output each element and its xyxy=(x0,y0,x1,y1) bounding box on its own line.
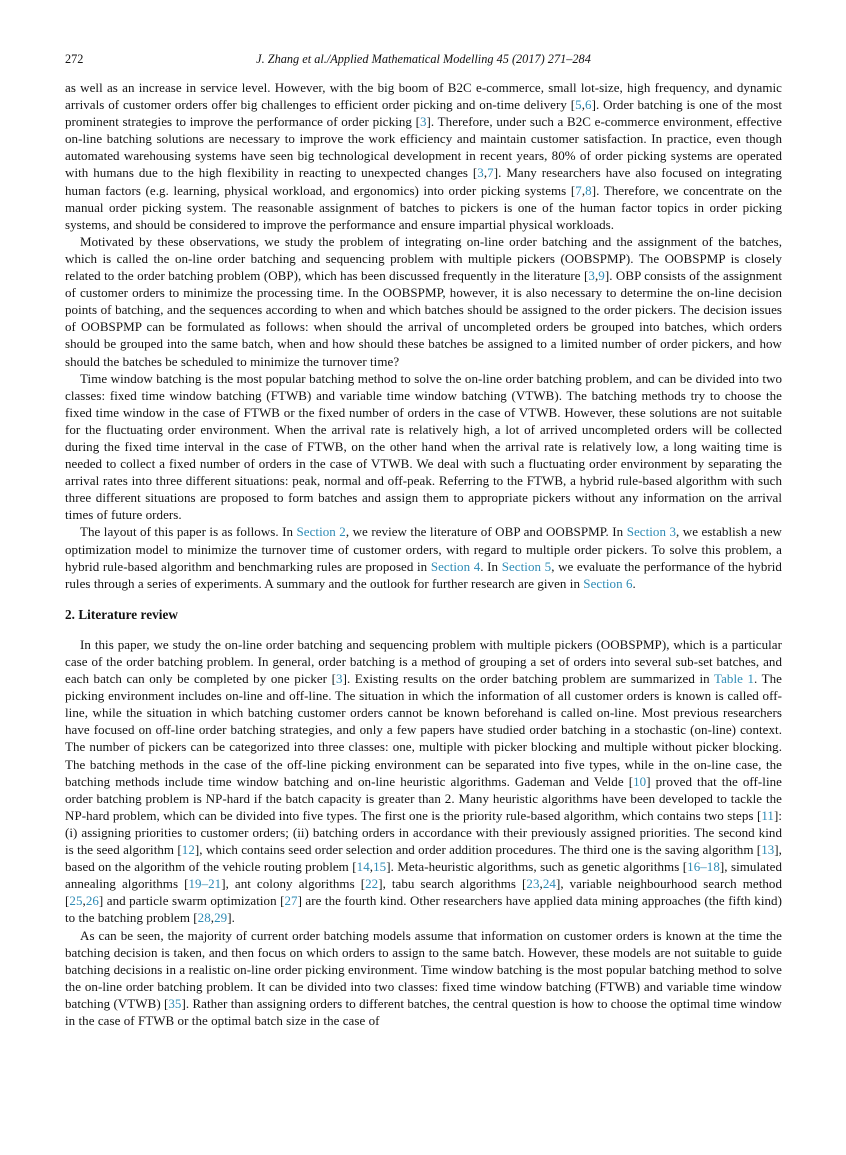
paragraph: In this paper, we study the on-line order batching and sequencing problem with multiple pickers (OOBSPMP), which is a particular case of the order batching problem. In general, order batching is a method of grouping a set of orders into several sub-set batches, and each batch can only be completed by one picker [3]. Existing results on the order batching problem are summarized in Table 1. The picking environment includes on-line and off-line. The situation in which the information of all customer orders is known is called off-line, while the situation in which batching customer orders cannot be known beforehand is called on-line. Most previous researchers have focused on off-line order batching strategies, and only a few papers have studied order batching in a stochastic (on-line) context. The number of pickers can be categorized into three classes: one, multiple with picker blocking and multiple without picker blocking. The batching methods in the case of the off-line picking environment can be separated into five types, while in the on-line case, the batching methods include time window batching and on-line heuristic algorithms. Gademan and Velde [10] proved that the off-line order batching problem is NP-hard if the batch capacity is greater than 2. Many heuristic algorithms have been developed to tackle the NP-hard problem, which can be divided into five types. The first one is the priority rule-based algorithm, which contains two steps [11]: (i) assigning priorities to customer orders; (ii) batching orders in accordance with their previously assigned priorities. The second kind is the seed algorithm [12], which contains seed order selection and order addition procedures. The third one is the saving algorithm [13], based on the algorithm of the vehicle routing problem [14,15]. Meta-heuristic algorithms, such as genetic algorithms [16–18], simulated annealing algorithms [19–21], ant colony algorithms [22], tabu search algorithms [23,24], variable neighbourhood search method [25,26] and particle swarm optimization [27] are the fourth kind. Other researchers have applied data mining approaches (the fifth kind) to the batching problem [28,29]. xyxy=(65,636,783,926)
paragraph: as well as an increase in service level. However, with the big boom of B2C e-commerce, small lot-size, high frequency, and dynamic arrivals of customer orders offer big challenges to efficient order picking and on-time delivery [5,6]. Order batching is one of the most prominent strategies to improve the performance of order picking [3]. Therefore, under such a B2C e-commerce environment, effective on-line batching solutions are necessary to improve the work efficiency and maintain customer satisfaction. In practice, even though automated warehousing systems have seen big technological development in recent years, 80% of order picking systems are operated with humans due to the high flexibility in reacting to unexpected changes [3,7]. Many researchers have also focused on integrating human factors (e.g. learning, physical workload, and ergonomics) into order picking systems [7,8]. Therefore, we concentrate on the manual order picking system. The reasonable assignment of batches to pickers is one of the human factor topics in order picking systems, and should be considered to improve the performance and ensure impartial physical workloads. xyxy=(65,80,782,232)
page-number: 272 xyxy=(65,52,84,66)
ref-link[interactable]: 27 xyxy=(284,893,298,909)
ref-link[interactable]: 3 xyxy=(588,268,595,284)
ref-link[interactable]: 6 xyxy=(585,97,592,113)
ref-link[interactable]: 3 xyxy=(477,165,484,181)
ref-link[interactable]: 28 xyxy=(197,910,211,926)
ref-link[interactable]: 9 xyxy=(598,268,605,284)
paragraph: Motivated by these observations, we study the problem of integrating on-line order batching and the assignment of the batches, which is called the on-line order batching and sequencing problem with multiple pickers (OOBSPMP). The OOBSPMP is closely related to the order batching problem (OBP), which has been discussed frequently in the literature [3,9]. OBP consists of the assignment of customer orders to minimize the processing time. In the OOBSPMP, however, it is also necessary to determine the on-line decision points of batching, and the sequences according to when and which batches should be assigned to the order pickers. The decision issues of OOBSPMP can be formulated as follows: when should the arrival of uncompleted orders be grouped into batches, which orders should be grouped into the same batch, when and how should these batches be assigned to a limited number of order pickers, and how should the batches be scheduled to minimize the turnover time? xyxy=(65,233,782,369)
ref-link[interactable]: 7 xyxy=(575,182,582,198)
ref-link[interactable]: 26 xyxy=(85,893,99,909)
ref-link[interactable]: 12 xyxy=(181,842,195,858)
table-link[interactable]: Table 1 xyxy=(713,671,755,687)
section-link[interactable]: Section 6 xyxy=(583,575,633,591)
running-header xyxy=(65,52,782,68)
section-link[interactable]: Section 3 xyxy=(626,524,677,540)
ref-link[interactable]: 22 xyxy=(365,876,379,892)
ref-link[interactable]: 11 xyxy=(761,807,774,823)
section-heading: 2. Literature review xyxy=(65,606,178,622)
ref-link[interactable]: 13 xyxy=(761,842,775,858)
ref-link[interactable]: 19–21 xyxy=(188,876,222,892)
section-link[interactable]: Section 4 xyxy=(430,558,481,574)
article-body xyxy=(65,79,782,1029)
running-title: J. Zhang et al./Applied Mathematical Modelling 45 (2017) 271–284 xyxy=(256,52,591,66)
ref-link[interactable]: 5 xyxy=(575,97,582,113)
paragraph: Time window batching is the most popular batching method to solve the on-line order batching problem, and can be divided into two classes: fixed time window batching (FTWB) and variable time window batching (VTWB). The batching methods try to choose the fixed time window in the case of FTWB or the fixed number of orders in the case of VTWB. However, these solutions are not suitable for the fluctuating order environment. When the arrival rate is relatively high, a lot of arrived uncompleted orders will be collected during the fixed time interval in the case of FTWB, on the other hand when the arrival rate is relatively low, a long waiting time is needed to collect a fixed number of orders in the case of VTWB. We deal with such a fluctuating order environment by separating the arrival rates into three different situations: peak, normal and off-peak. Referring to the FTWB, a hybrid rule-based algorithm with such three different situations are proposed to form batches and assign them to appropriate pickers without any information on the arrival times of future orders. xyxy=(65,370,782,523)
ref-link[interactable]: 8 xyxy=(585,182,592,198)
ref-link[interactable]: 3 xyxy=(419,114,427,130)
ref-link[interactable]: 24 xyxy=(542,876,556,892)
ref-link[interactable]: 15 xyxy=(373,859,387,875)
ref-link[interactable]: 35 xyxy=(168,995,182,1011)
ref-link[interactable]: 23 xyxy=(526,876,540,892)
paragraph: The layout of this paper is as follows. In Section 2, we review the literature of OBP and OOBSPMP. In Section 3, we establish a new optimization model to minimize the turnover time of customer orders, with regard to multiple order pickers. To solve this problem, a hybrid rule-based algorithm and benchmarking rules are proposed in Section 4. In Section 5, we evaluate the performance of the hybrid rules through a series of experiments. A summary and the outlook for further research are given in Section 6. xyxy=(65,524,782,591)
ref-link[interactable]: 25 xyxy=(69,893,83,909)
ref-link[interactable]: 14 xyxy=(356,859,370,875)
paragraph: As can be seen, the majority of current order batching models assume that information on customer orders is known at the time the batching decision is taken, and then focus on which orders to assign to the same batch. However, these models are not suitable to guide batching decisions in a realistic on-line order picking environment. Time window batching is the most popular batching method to solve the on-line order batching problem. It can be divided into two classes: fixed time window batching (FTWB) and variable time window batching (VTWB) [35]. Rather than assigning orders to different batches, the central question is how to choose the optimal time window in the case of FTWB or the optimal batch size in the case of xyxy=(65,927,782,1028)
ref-link[interactable]: 29 xyxy=(214,910,228,926)
section-link[interactable]: Section 5 xyxy=(501,558,552,574)
section-link[interactable]: Section 2 xyxy=(296,524,346,540)
ref-link[interactable]: 3 xyxy=(336,671,343,687)
ref-link[interactable]: 7 xyxy=(487,165,494,181)
ref-link[interactable]: 10 xyxy=(633,773,647,789)
ref-link[interactable]: 16–18 xyxy=(687,859,720,875)
